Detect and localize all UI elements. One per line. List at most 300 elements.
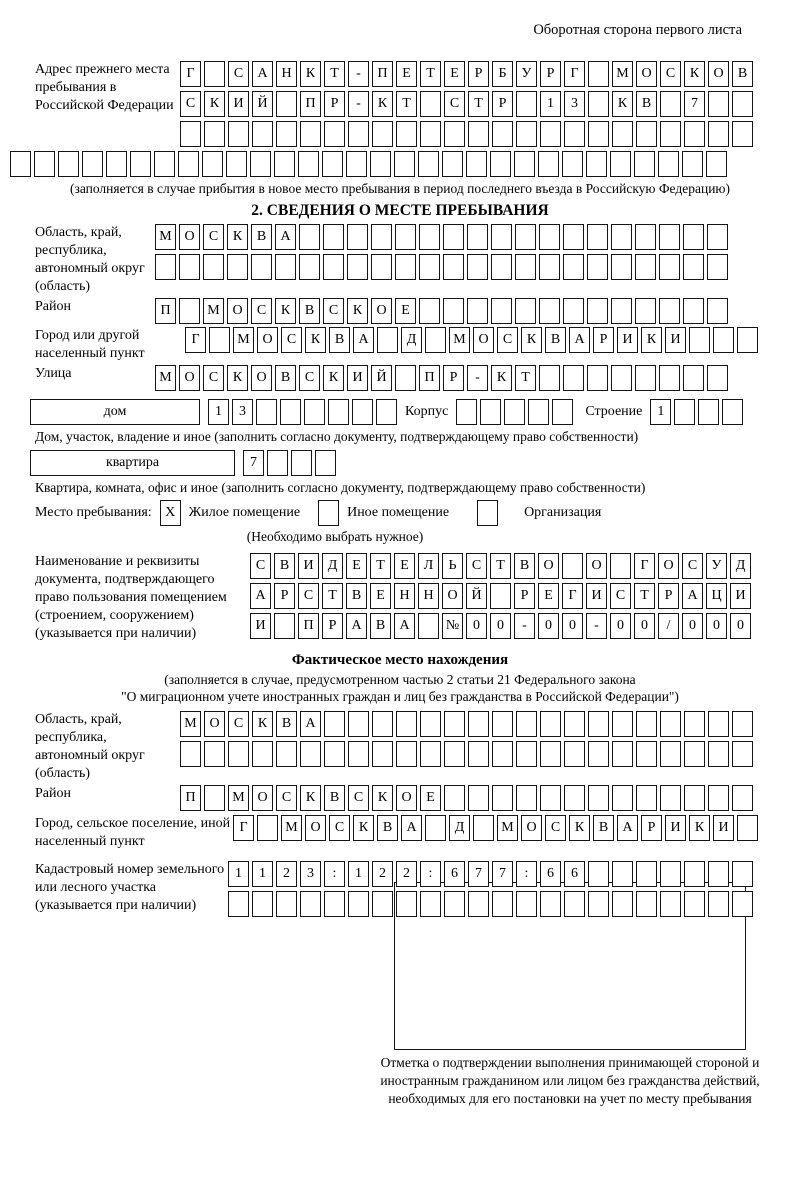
char-cell[interactable]: О (586, 553, 607, 579)
char-cell[interactable] (395, 254, 416, 280)
checkbox-organizatsiya[interactable] (477, 500, 498, 526)
char-cell[interactable]: 6 (444, 861, 465, 887)
char-cell[interactable] (516, 785, 537, 811)
char-cell[interactable]: В (251, 224, 272, 250)
char-cell[interactable]: Е (395, 298, 416, 324)
char-cell[interactable] (179, 298, 200, 324)
char-cell[interactable] (732, 91, 753, 117)
char-cell[interactable] (737, 815, 758, 841)
char-cell[interactable] (698, 399, 719, 425)
char-cell[interactable]: Е (346, 553, 367, 579)
char-cell[interactable]: И (298, 553, 319, 579)
char-cell[interactable]: : (324, 861, 345, 887)
char-cell[interactable] (635, 298, 656, 324)
char-cell[interactable] (707, 254, 728, 280)
char-cell[interactable] (468, 121, 489, 147)
char-cell[interactable]: Г (180, 61, 201, 87)
char-cell[interactable]: Р (322, 613, 343, 639)
char-cell[interactable] (490, 151, 511, 177)
char-cell[interactable] (634, 151, 655, 177)
char-cell[interactable] (660, 785, 681, 811)
char-cell[interactable] (564, 891, 585, 917)
char-cell[interactable]: 6 (564, 861, 585, 887)
char-cell[interactable] (708, 891, 729, 917)
char-cell[interactable] (659, 365, 680, 391)
char-cell[interactable]: В (346, 583, 367, 609)
char-cell[interactable] (636, 785, 657, 811)
char-cell[interactable] (708, 741, 729, 767)
char-cell[interactable] (256, 399, 277, 425)
char-cell[interactable] (203, 254, 224, 280)
char-cell[interactable]: Т (490, 553, 511, 579)
char-cell[interactable]: К (300, 785, 321, 811)
char-cell[interactable] (492, 121, 513, 147)
char-cell[interactable] (377, 327, 398, 353)
char-cell[interactable] (395, 365, 416, 391)
char-cell[interactable] (516, 91, 537, 117)
char-cell[interactable]: Й (466, 583, 487, 609)
char-cell[interactable] (419, 298, 440, 324)
char-cell[interactable] (563, 298, 584, 324)
char-cell[interactable] (514, 151, 535, 177)
char-cell[interactable] (456, 399, 477, 425)
char-cell[interactable]: В (732, 61, 753, 87)
char-cell[interactable]: А (300, 711, 321, 737)
char-cell[interactable] (315, 450, 336, 476)
char-cell[interactable]: В (377, 815, 398, 841)
char-cell[interactable]: В (514, 553, 535, 579)
char-cell[interactable] (516, 711, 537, 737)
char-cell[interactable] (300, 741, 321, 767)
char-cell[interactable]: М (155, 365, 176, 391)
char-cell[interactable] (228, 891, 249, 917)
char-cell[interactable] (299, 224, 320, 250)
char-cell[interactable]: А (252, 61, 273, 87)
char-cell[interactable] (540, 741, 561, 767)
char-cell[interactable] (586, 151, 607, 177)
char-cell[interactable] (708, 121, 729, 147)
char-cell[interactable]: Б (492, 61, 513, 87)
char-cell[interactable] (684, 891, 705, 917)
char-cell[interactable]: П (300, 91, 321, 117)
char-cell[interactable] (257, 815, 278, 841)
char-cell[interactable]: Т (370, 553, 391, 579)
char-cell[interactable] (443, 224, 464, 250)
char-cell[interactable] (636, 861, 657, 887)
char-cell[interactable] (636, 741, 657, 767)
char-cell[interactable] (660, 711, 681, 737)
char-cell[interactable] (420, 711, 441, 737)
char-cell[interactable] (490, 583, 511, 609)
char-cell[interactable]: В (370, 613, 391, 639)
char-cell[interactable] (178, 151, 199, 177)
char-cell[interactable] (394, 151, 415, 177)
char-cell[interactable]: Г (564, 61, 585, 87)
char-cell[interactable]: В (545, 327, 566, 353)
char-cell[interactable] (659, 224, 680, 250)
char-cell[interactable] (106, 151, 127, 177)
char-cell[interactable]: К (612, 91, 633, 117)
char-cell[interactable] (291, 450, 312, 476)
char-cell[interactable]: П (180, 785, 201, 811)
char-cell[interactable]: О (658, 553, 679, 579)
char-cell[interactable]: И (586, 583, 607, 609)
char-cell[interactable] (155, 254, 176, 280)
char-cell[interactable] (298, 151, 319, 177)
char-cell[interactable]: Р (468, 61, 489, 87)
char-cell[interactable] (683, 254, 704, 280)
char-cell[interactable]: Д (449, 815, 470, 841)
char-cell[interactable] (611, 224, 632, 250)
char-cell[interactable]: И (617, 327, 638, 353)
char-cell[interactable]: - (348, 91, 369, 117)
char-cell[interactable] (674, 399, 695, 425)
char-cell[interactable] (683, 224, 704, 250)
char-cell[interactable] (612, 711, 633, 737)
char-cell[interactable] (516, 121, 537, 147)
char-cell[interactable] (252, 891, 273, 917)
char-cell[interactable] (660, 121, 681, 147)
char-cell[interactable]: Р (593, 327, 614, 353)
char-cell[interactable] (683, 298, 704, 324)
char-cell[interactable] (612, 891, 633, 917)
char-cell[interactable]: Р (324, 91, 345, 117)
char-cell[interactable] (611, 254, 632, 280)
char-cell[interactable]: К (252, 711, 273, 737)
char-cell[interactable]: К (300, 61, 321, 87)
char-cell[interactable]: К (684, 61, 705, 87)
char-cell[interactable] (179, 254, 200, 280)
char-cell[interactable]: 2 (372, 861, 393, 887)
char-cell[interactable] (10, 151, 31, 177)
char-cell[interactable]: 1 (252, 861, 273, 887)
char-cell[interactable] (492, 741, 513, 767)
char-cell[interactable]: А (682, 583, 703, 609)
char-cell[interactable]: С (228, 61, 249, 87)
char-cell[interactable] (226, 151, 247, 177)
char-cell[interactable] (610, 553, 631, 579)
char-cell[interactable] (348, 121, 369, 147)
char-cell[interactable]: Й (252, 91, 273, 117)
char-cell[interactable] (252, 121, 273, 147)
char-cell[interactable] (492, 711, 513, 737)
char-cell[interactable] (492, 785, 513, 811)
char-cell[interactable] (396, 891, 417, 917)
char-cell[interactable]: В (324, 785, 345, 811)
char-cell[interactable] (612, 741, 633, 767)
char-cell[interactable] (466, 151, 487, 177)
char-cell[interactable] (82, 151, 103, 177)
char-cell[interactable]: Т (396, 91, 417, 117)
char-cell[interactable]: 0 (634, 613, 655, 639)
char-cell[interactable]: М (449, 327, 470, 353)
char-cell[interactable]: С (329, 815, 350, 841)
char-cell[interactable] (443, 298, 464, 324)
char-cell[interactable] (635, 224, 656, 250)
char-cell[interactable]: 0 (682, 613, 703, 639)
char-cell[interactable]: О (708, 61, 729, 87)
char-cell[interactable]: О (179, 224, 200, 250)
char-cell[interactable] (588, 785, 609, 811)
char-cell[interactable]: Г (634, 553, 655, 579)
char-cell[interactable]: С (180, 91, 201, 117)
char-cell[interactable] (250, 151, 271, 177)
char-cell[interactable]: С (682, 553, 703, 579)
char-cell[interactable]: С (323, 298, 344, 324)
char-cell[interactable]: М (228, 785, 249, 811)
char-cell[interactable] (540, 121, 561, 147)
char-cell[interactable] (372, 121, 393, 147)
char-cell[interactable] (539, 365, 560, 391)
char-cell[interactable] (636, 121, 657, 147)
char-cell[interactable] (300, 121, 321, 147)
char-cell[interactable] (564, 121, 585, 147)
char-cell[interactable] (275, 254, 296, 280)
char-cell[interactable] (252, 741, 273, 767)
char-cell[interactable]: И (730, 583, 751, 609)
char-cell[interactable] (539, 254, 560, 280)
char-cell[interactable] (491, 224, 512, 250)
char-cell[interactable]: О (305, 815, 326, 841)
char-cell[interactable]: И (228, 91, 249, 117)
char-cell[interactable]: С (251, 298, 272, 324)
char-cell[interactable] (492, 891, 513, 917)
char-cell[interactable] (658, 151, 679, 177)
char-cell[interactable] (467, 224, 488, 250)
char-cell[interactable] (468, 741, 489, 767)
char-cell[interactable] (612, 785, 633, 811)
char-cell[interactable] (444, 121, 465, 147)
char-cell[interactable]: С (228, 711, 249, 737)
char-cell[interactable] (323, 254, 344, 280)
char-cell[interactable]: С (348, 785, 369, 811)
char-cell[interactable]: Д (401, 327, 422, 353)
char-cell[interactable]: Р (658, 583, 679, 609)
char-cell[interactable]: К (323, 365, 344, 391)
char-cell[interactable]: 0 (610, 613, 631, 639)
char-cell[interactable] (418, 613, 439, 639)
char-cell[interactable] (324, 711, 345, 737)
char-cell[interactable]: К (521, 327, 542, 353)
char-cell[interactable]: К (569, 815, 590, 841)
char-cell[interactable] (425, 327, 446, 353)
char-cell[interactable]: Р (514, 583, 535, 609)
char-cell[interactable] (228, 121, 249, 147)
char-cell[interactable] (587, 298, 608, 324)
char-cell[interactable]: С (281, 327, 302, 353)
char-cell[interactable]: Р (492, 91, 513, 117)
char-cell[interactable]: Т (634, 583, 655, 609)
char-cell[interactable] (347, 224, 368, 250)
char-cell[interactable] (562, 151, 583, 177)
char-cell[interactable] (396, 711, 417, 737)
char-cell[interactable] (276, 741, 297, 767)
char-cell[interactable]: 0 (562, 613, 583, 639)
char-cell[interactable] (420, 741, 441, 767)
char-cell[interactable]: К (305, 327, 326, 353)
char-cell[interactable] (707, 298, 728, 324)
char-cell[interactable]: К (372, 785, 393, 811)
char-cell[interactable]: Р (540, 61, 561, 87)
char-cell[interactable] (612, 861, 633, 887)
char-cell[interactable]: А (401, 815, 422, 841)
char-cell[interactable] (610, 151, 631, 177)
char-cell[interactable]: О (396, 785, 417, 811)
char-cell[interactable]: Е (444, 61, 465, 87)
char-cell[interactable] (304, 399, 325, 425)
char-cell[interactable] (732, 121, 753, 147)
char-cell[interactable]: П (419, 365, 440, 391)
char-cell[interactable]: К (227, 365, 248, 391)
char-cell[interactable]: И (250, 613, 271, 639)
char-cell[interactable]: Г (233, 815, 254, 841)
char-cell[interactable]: И (665, 327, 686, 353)
char-cell[interactable] (468, 891, 489, 917)
char-cell[interactable] (732, 711, 753, 737)
char-cell[interactable] (276, 121, 297, 147)
char-cell[interactable]: В (275, 365, 296, 391)
char-cell[interactable] (611, 298, 632, 324)
char-cell[interactable] (588, 891, 609, 917)
char-cell[interactable] (204, 61, 225, 87)
char-cell[interactable] (636, 711, 657, 737)
char-cell[interactable]: Е (538, 583, 559, 609)
char-cell[interactable] (324, 121, 345, 147)
char-cell[interactable] (722, 399, 743, 425)
char-cell[interactable] (251, 254, 272, 280)
char-cell[interactable] (468, 711, 489, 737)
char-cell[interactable]: С (660, 61, 681, 87)
char-cell[interactable]: Д (322, 553, 343, 579)
char-cell[interactable] (444, 741, 465, 767)
char-cell[interactable]: : (420, 861, 441, 887)
char-cell[interactable] (713, 327, 734, 353)
char-cell[interactable] (322, 151, 343, 177)
char-cell[interactable] (204, 121, 225, 147)
char-cell[interactable] (420, 91, 441, 117)
char-cell[interactable]: Р (443, 365, 464, 391)
char-cell[interactable]: Д (730, 553, 751, 579)
char-cell[interactable] (468, 785, 489, 811)
char-cell[interactable] (444, 711, 465, 737)
char-cell[interactable]: В (593, 815, 614, 841)
char-cell[interactable]: О (371, 298, 392, 324)
char-cell[interactable] (396, 121, 417, 147)
char-cell[interactable] (564, 741, 585, 767)
char-cell[interactable] (395, 224, 416, 250)
char-cell[interactable] (540, 711, 561, 737)
char-cell[interactable] (684, 861, 705, 887)
char-cell[interactable]: Ь (442, 553, 463, 579)
char-cell[interactable]: В (636, 91, 657, 117)
char-cell[interactable]: 2 (276, 861, 297, 887)
char-cell[interactable] (425, 815, 446, 841)
char-cell[interactable]: О (473, 327, 494, 353)
char-cell[interactable]: Г (562, 583, 583, 609)
char-cell[interactable]: К (347, 298, 368, 324)
char-cell[interactable]: С (203, 365, 224, 391)
char-cell[interactable]: У (516, 61, 537, 87)
char-cell[interactable]: С (497, 327, 518, 353)
char-cell[interactable]: А (394, 613, 415, 639)
char-cell[interactable] (348, 711, 369, 737)
char-cell[interactable]: А (346, 613, 367, 639)
char-cell[interactable]: С (545, 815, 566, 841)
char-cell[interactable] (228, 741, 249, 767)
char-cell[interactable]: К (491, 365, 512, 391)
char-cell[interactable] (274, 613, 295, 639)
char-cell[interactable] (324, 891, 345, 917)
char-cell[interactable]: Е (394, 553, 415, 579)
char-cell[interactable]: 1 (540, 91, 561, 117)
char-cell[interactable]: М (203, 298, 224, 324)
char-cell[interactable] (611, 365, 632, 391)
char-cell[interactable]: С (276, 785, 297, 811)
char-cell[interactable]: - (514, 613, 535, 639)
char-cell[interactable]: К (353, 815, 374, 841)
char-cell[interactable] (130, 151, 151, 177)
char-cell[interactable]: П (155, 298, 176, 324)
char-cell[interactable] (280, 399, 301, 425)
char-cell[interactable]: О (442, 583, 463, 609)
char-cell[interactable] (540, 785, 561, 811)
char-cell[interactable]: 3 (300, 861, 321, 887)
char-cell[interactable] (370, 151, 391, 177)
char-cell[interactable] (563, 224, 584, 250)
char-cell[interactable]: К (641, 327, 662, 353)
char-cell[interactable]: О (257, 327, 278, 353)
char-cell[interactable] (564, 785, 585, 811)
char-cell[interactable]: В (329, 327, 350, 353)
char-cell[interactable] (684, 121, 705, 147)
char-cell[interactable] (635, 365, 656, 391)
char-cell[interactable] (707, 224, 728, 250)
char-cell[interactable] (552, 399, 573, 425)
char-cell[interactable]: К (204, 91, 225, 117)
char-cell[interactable] (528, 399, 549, 425)
char-cell[interactable]: М (612, 61, 633, 87)
char-cell[interactable] (563, 254, 584, 280)
char-cell[interactable] (480, 399, 501, 425)
char-cell[interactable]: Н (394, 583, 415, 609)
char-cell[interactable] (467, 254, 488, 280)
char-cell[interactable]: С (250, 553, 271, 579)
char-cell[interactable] (371, 224, 392, 250)
char-cell[interactable]: А (250, 583, 271, 609)
char-cell[interactable] (515, 254, 536, 280)
char-cell[interactable] (660, 91, 681, 117)
char-cell[interactable] (372, 891, 393, 917)
char-cell[interactable] (612, 121, 633, 147)
char-cell[interactable] (683, 365, 704, 391)
char-cell[interactable] (443, 254, 464, 280)
char-cell[interactable]: У (706, 553, 727, 579)
char-cell[interactable]: Р (641, 815, 662, 841)
char-cell[interactable] (347, 254, 368, 280)
char-cell[interactable]: О (227, 298, 248, 324)
char-cell[interactable] (376, 399, 397, 425)
char-cell[interactable]: С (299, 365, 320, 391)
char-cell[interactable] (419, 254, 440, 280)
char-cell[interactable] (538, 151, 559, 177)
char-cell[interactable] (588, 711, 609, 737)
char-cell[interactable]: Е (370, 583, 391, 609)
char-cell[interactable] (442, 151, 463, 177)
char-cell[interactable]: 2 (396, 861, 417, 887)
char-cell[interactable] (204, 785, 225, 811)
char-cell[interactable]: И (347, 365, 368, 391)
char-cell[interactable]: Т (420, 61, 441, 87)
